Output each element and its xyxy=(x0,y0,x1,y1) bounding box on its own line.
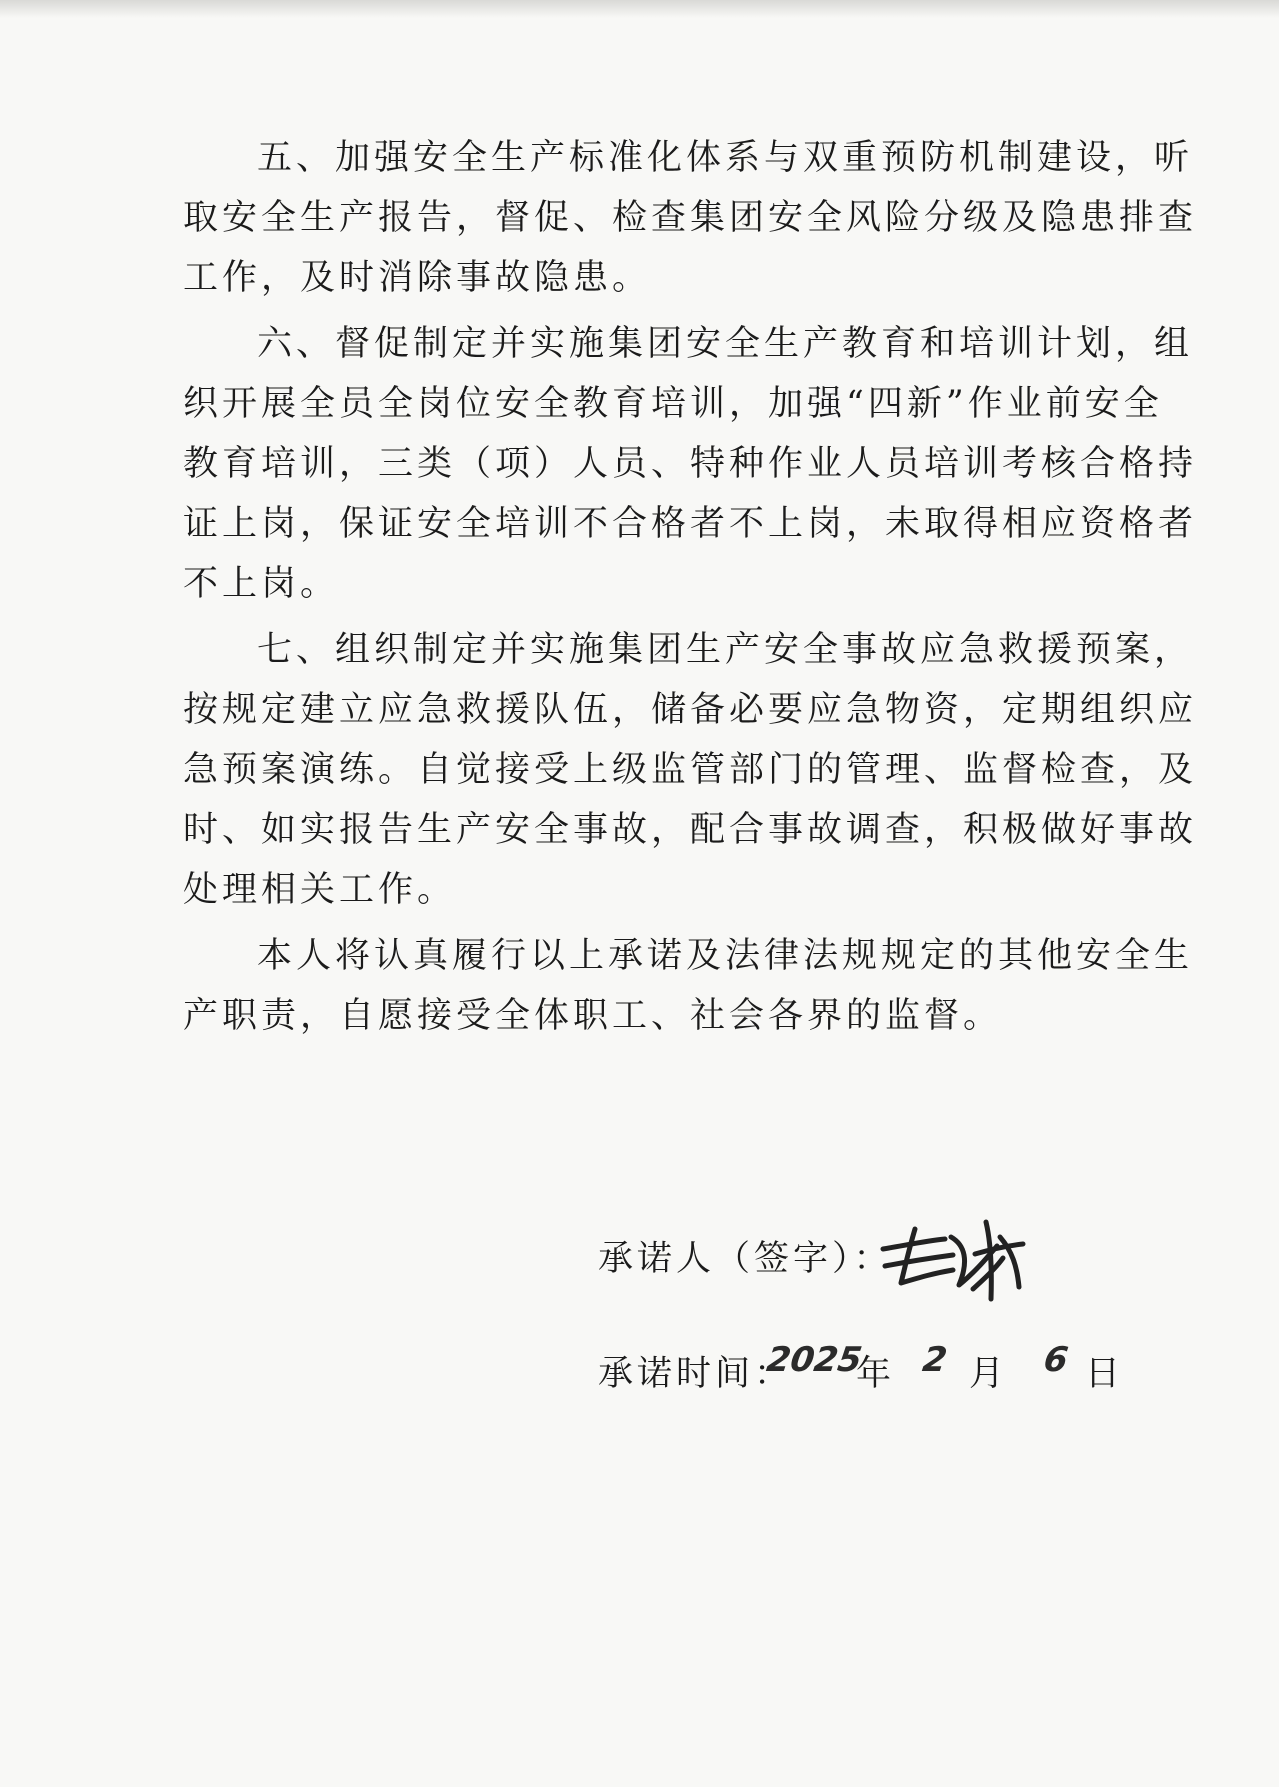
paragraph-line: 工作，及时消除事故隐患。 xyxy=(183,258,652,298)
paragraph-line: 取安全生产报告，督促、检查集团安全风险分级及隐患排查 xyxy=(183,198,1198,238)
signature-section xyxy=(598,1215,1158,1305)
date-section xyxy=(598,1340,1158,1400)
handwritten-year: 2025 xyxy=(764,1340,865,1380)
scan-edge-shadow xyxy=(0,0,1279,18)
paragraph-line: 按规定建立应急救援队伍，储备必要应急物资，定期组织应 xyxy=(183,690,1198,730)
paragraph-line: 产职责，自愿接受全体职工、社会各界的监督。 xyxy=(183,996,1003,1036)
paragraph-line: 教育培训，三类（项）人员、特种作业人员培训考核合格持 xyxy=(183,444,1198,484)
year-unit: 年 xyxy=(856,1354,892,1394)
closing-paragraph xyxy=(183,926,1194,1046)
paragraph-line: 本人将认真履行以上承诺及法律法规规定的其他安全生 xyxy=(257,936,1194,976)
paragraph-line: 处理相关工作。 xyxy=(183,870,457,910)
day-unit: 日 xyxy=(1085,1354,1121,1394)
paragraph-line: 七、组织制定并实施集团生产安全事故应急救援预案， xyxy=(257,630,1194,670)
paragraph-line: 织开展全员全岗位安全教育培训，加强“四新”作业前安全 xyxy=(183,384,1163,424)
handwritten-month: 2 xyxy=(920,1340,950,1380)
paragraph-line: 不上岗。 xyxy=(183,564,340,604)
paragraph-line: 五、加强安全生产标准化体系与双重预防机制建设，听 xyxy=(257,138,1194,178)
paragraph-line: 急预案演练。自觉接受上级监管部门的管理、监督检查，及 xyxy=(183,750,1198,790)
paragraph-seven xyxy=(183,620,1198,920)
handwritten-signature xyxy=(873,1215,1038,1305)
handwritten-day: 6 xyxy=(1041,1340,1071,1380)
paragraph-line: 时、如实报告生产安全事故，配合事故调查，积极做好事故 xyxy=(183,810,1198,850)
paragraph-five xyxy=(183,128,1198,308)
date-label: 承诺时间： xyxy=(598,1354,794,1394)
signature-label: 承诺人（签字）： xyxy=(598,1239,893,1279)
document-body xyxy=(183,128,1198,1046)
paragraph-six xyxy=(183,314,1198,614)
paragraph-line: 六、督促制定并实施集团安全生产教育和培训计划，组 xyxy=(257,324,1194,364)
paragraph-line: 证上岗，保证安全培训不合格者不上岗，未取得相应资格者 xyxy=(183,504,1198,544)
month-unit: 月 xyxy=(969,1354,1005,1394)
